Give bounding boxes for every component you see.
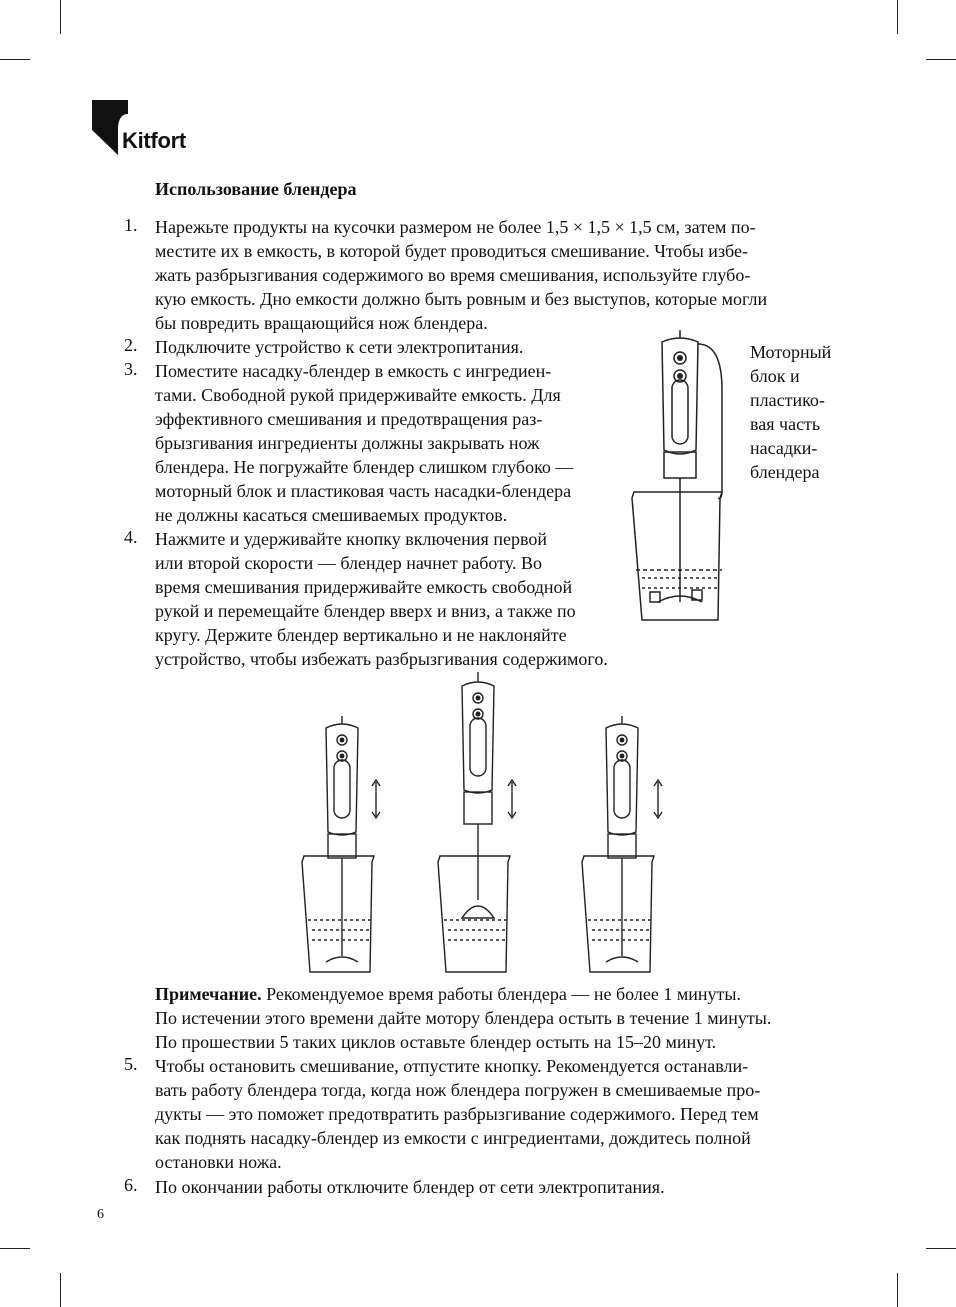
item-line: жать разбрызгивания содержимого во время смешивания, используйте глубо- bbox=[155, 265, 751, 285]
crop-mark bbox=[60, 0, 61, 34]
item-line: брызгивания ингредиенты должны закрывать нож bbox=[155, 433, 540, 453]
item-line: кую емкость. Дно емкости должно быть ровным и без выступов, которые могли bbox=[155, 289, 768, 309]
item-line: Поместите насадку-блендер в емкость с ингредиен- bbox=[155, 361, 552, 381]
crop-mark bbox=[0, 59, 30, 60]
label-line: пластико- bbox=[750, 390, 825, 410]
blender-moving-icon bbox=[298, 672, 670, 978]
item-line: Нажмите и удерживайте кнопку включения первой bbox=[155, 529, 547, 549]
list-item bbox=[155, 1054, 760, 1174]
item-line: моторный блок и пластиковая часть насадки-блендера bbox=[155, 481, 572, 501]
note-label: Примечание. bbox=[155, 984, 262, 1004]
crop-mark bbox=[926, 59, 956, 60]
list-item bbox=[155, 1175, 665, 1199]
item-line: рукой и перемещайте блендер вверх и вниз, а также по bbox=[155, 601, 576, 621]
item-line: кругу. Держите блендер вертикально и не наклоняйте bbox=[155, 625, 567, 645]
blender-in-jug-icon bbox=[622, 330, 742, 635]
item-number: 4. bbox=[124, 527, 138, 547]
label-line: блендера bbox=[750, 462, 820, 482]
item-line: местите их в емкость, в которой будет проводиться смешивание. Чтобы избе- bbox=[155, 241, 748, 261]
crop-mark bbox=[926, 1248, 956, 1249]
item-line: устройство, чтобы избежать разбрызгивания содержимого. bbox=[155, 649, 608, 669]
item-line: бы повредить вращающийся нож блендера. bbox=[155, 313, 488, 333]
list-item bbox=[155, 215, 767, 335]
note-line: По прошествии 5 таких циклов оставьте блендер остыть на 15–20 минут. bbox=[155, 1032, 717, 1052]
list-item bbox=[155, 527, 608, 671]
item-number: 2. bbox=[124, 335, 138, 355]
item-line: время смешивания придерживайте емкость свободной bbox=[155, 577, 573, 597]
note-text: Рекомендуемое время работы блендера — не более 1 минуты. bbox=[261, 984, 741, 1004]
note-line: По истечении этого времени дайте мотору блендера остыть в течение 1 минуты. bbox=[155, 1008, 772, 1028]
item-line: не должны касаться смешиваемых продуктов. bbox=[155, 505, 508, 525]
crop-mark bbox=[897, 0, 898, 34]
item-line: или второй скорости — блендер начнет работу. Во bbox=[155, 553, 542, 573]
item-number: 6. bbox=[124, 1175, 138, 1195]
item-line: Чтобы остановить смешивание, отпустите кнопку. Рекомендуется останавли- bbox=[155, 1056, 749, 1076]
section-heading: Использование блендера bbox=[155, 179, 357, 199]
crop-mark bbox=[0, 1248, 30, 1249]
list-item bbox=[155, 359, 573, 527]
item-line: остановки ножа. bbox=[155, 1152, 282, 1172]
page-number: 6 bbox=[97, 1207, 104, 1222]
brand-name: Kitfort bbox=[122, 128, 186, 153]
label-line: Моторный bbox=[750, 342, 832, 362]
item-line: как поднять насадку-блендер из емкости с ингредиентами, дождитесь полной bbox=[155, 1128, 751, 1148]
item-line: дукты — это поможет предотвратить разбрызгивание содержимого. Перед тем bbox=[155, 1104, 759, 1124]
label-line: вая часть bbox=[750, 414, 821, 434]
item-line: эффективного смешивания и предотвращения раз- bbox=[155, 409, 543, 429]
label-line: блок и bbox=[750, 366, 800, 386]
item-line: блендера. Не погружайте блендер слишком глубоко — bbox=[155, 457, 574, 477]
item-number: 5. bbox=[124, 1054, 138, 1074]
item-number: 3. bbox=[124, 359, 138, 379]
figure-label bbox=[750, 340, 831, 484]
item-line: тами. Свободной рукой придерживайте емкость. Для bbox=[155, 385, 561, 405]
crop-mark bbox=[897, 1273, 898, 1307]
item-number: 1. bbox=[124, 215, 138, 235]
item-line: Нарежьте продукты на кусочки размером не более 1,5 × 1,5 × 1,5 см, затем по- bbox=[155, 217, 756, 237]
item-line: По окончании работы отключите блендер от сети электропитания. bbox=[155, 1177, 665, 1197]
item-line: вать работу блендера тогда, когда нож блендера погружен в смешиваемые про- bbox=[155, 1080, 761, 1100]
crop-mark bbox=[60, 1273, 61, 1307]
item-line: Подключите устройство к сети электропитания. bbox=[155, 337, 524, 357]
list-item bbox=[155, 335, 523, 359]
note-block bbox=[155, 982, 771, 1054]
label-line: насадки- bbox=[750, 438, 818, 458]
